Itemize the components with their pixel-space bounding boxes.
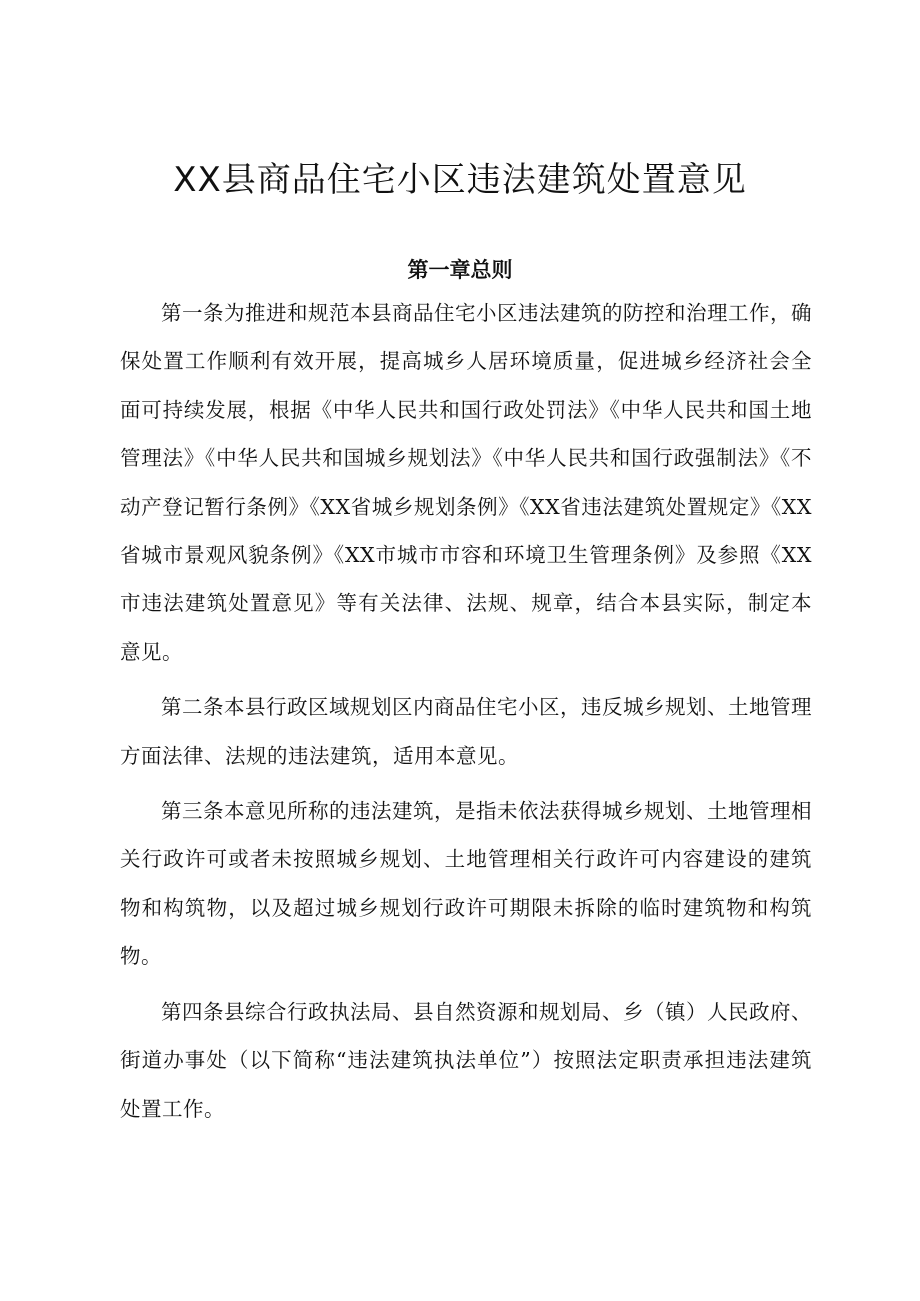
document-title: XX县商品住宅小区违法建筑处置意见 [173, 160, 747, 200]
article-1: 第一条为推进和规范本县商品住宅小区违法建筑的防控和治理工作，确保处置工作顺利有效开展，提高城乡人居环境质量，促进城乡经济社会全面可持续发展，根据《中华人民共和国行政处罚法》《中华人民共和国土地管理法》《中华人民共和国城乡规划法》《中华人民共和国行政强制法》《不动产登记暂行条例》《XX省城乡规划条例》《XX省违法建筑处置规定》《XX省城市景观风貌条例》《XX市城市市容和环境卫生管理条例》及参照《XX市违法建筑处置意见》等有关法律、法规、规章，结合本县实际，制定本意见。 [120, 301, 812, 664]
article-4: 第四条县综合行政执法局、县自然资源和规划局、乡（镇）人民政府、街道办事处（以下简称“违法建筑执法单位”）按照法定职责承担违法建筑处置工作。 [120, 999, 812, 1121]
chapter-heading: 第一章总则 [407, 258, 513, 282]
article-3: 第三条本意见所称的违法建筑，是指未依法获得城乡规划、土地管理相关行政许可或者未按照城乡规划、土地管理相关行政许可内容建设的建筑物和构筑物，以及超过城乡规划行政许可期限未拆除的临时建筑物和构筑物。 [120, 799, 812, 969]
document-body [120, 289, 812, 1140]
article-2: 第二条本县行政区域规划区内商品住宅小区，违反城乡规划、土地管理方面法律、法规的违法建筑，适用本意见。 [120, 695, 812, 768]
